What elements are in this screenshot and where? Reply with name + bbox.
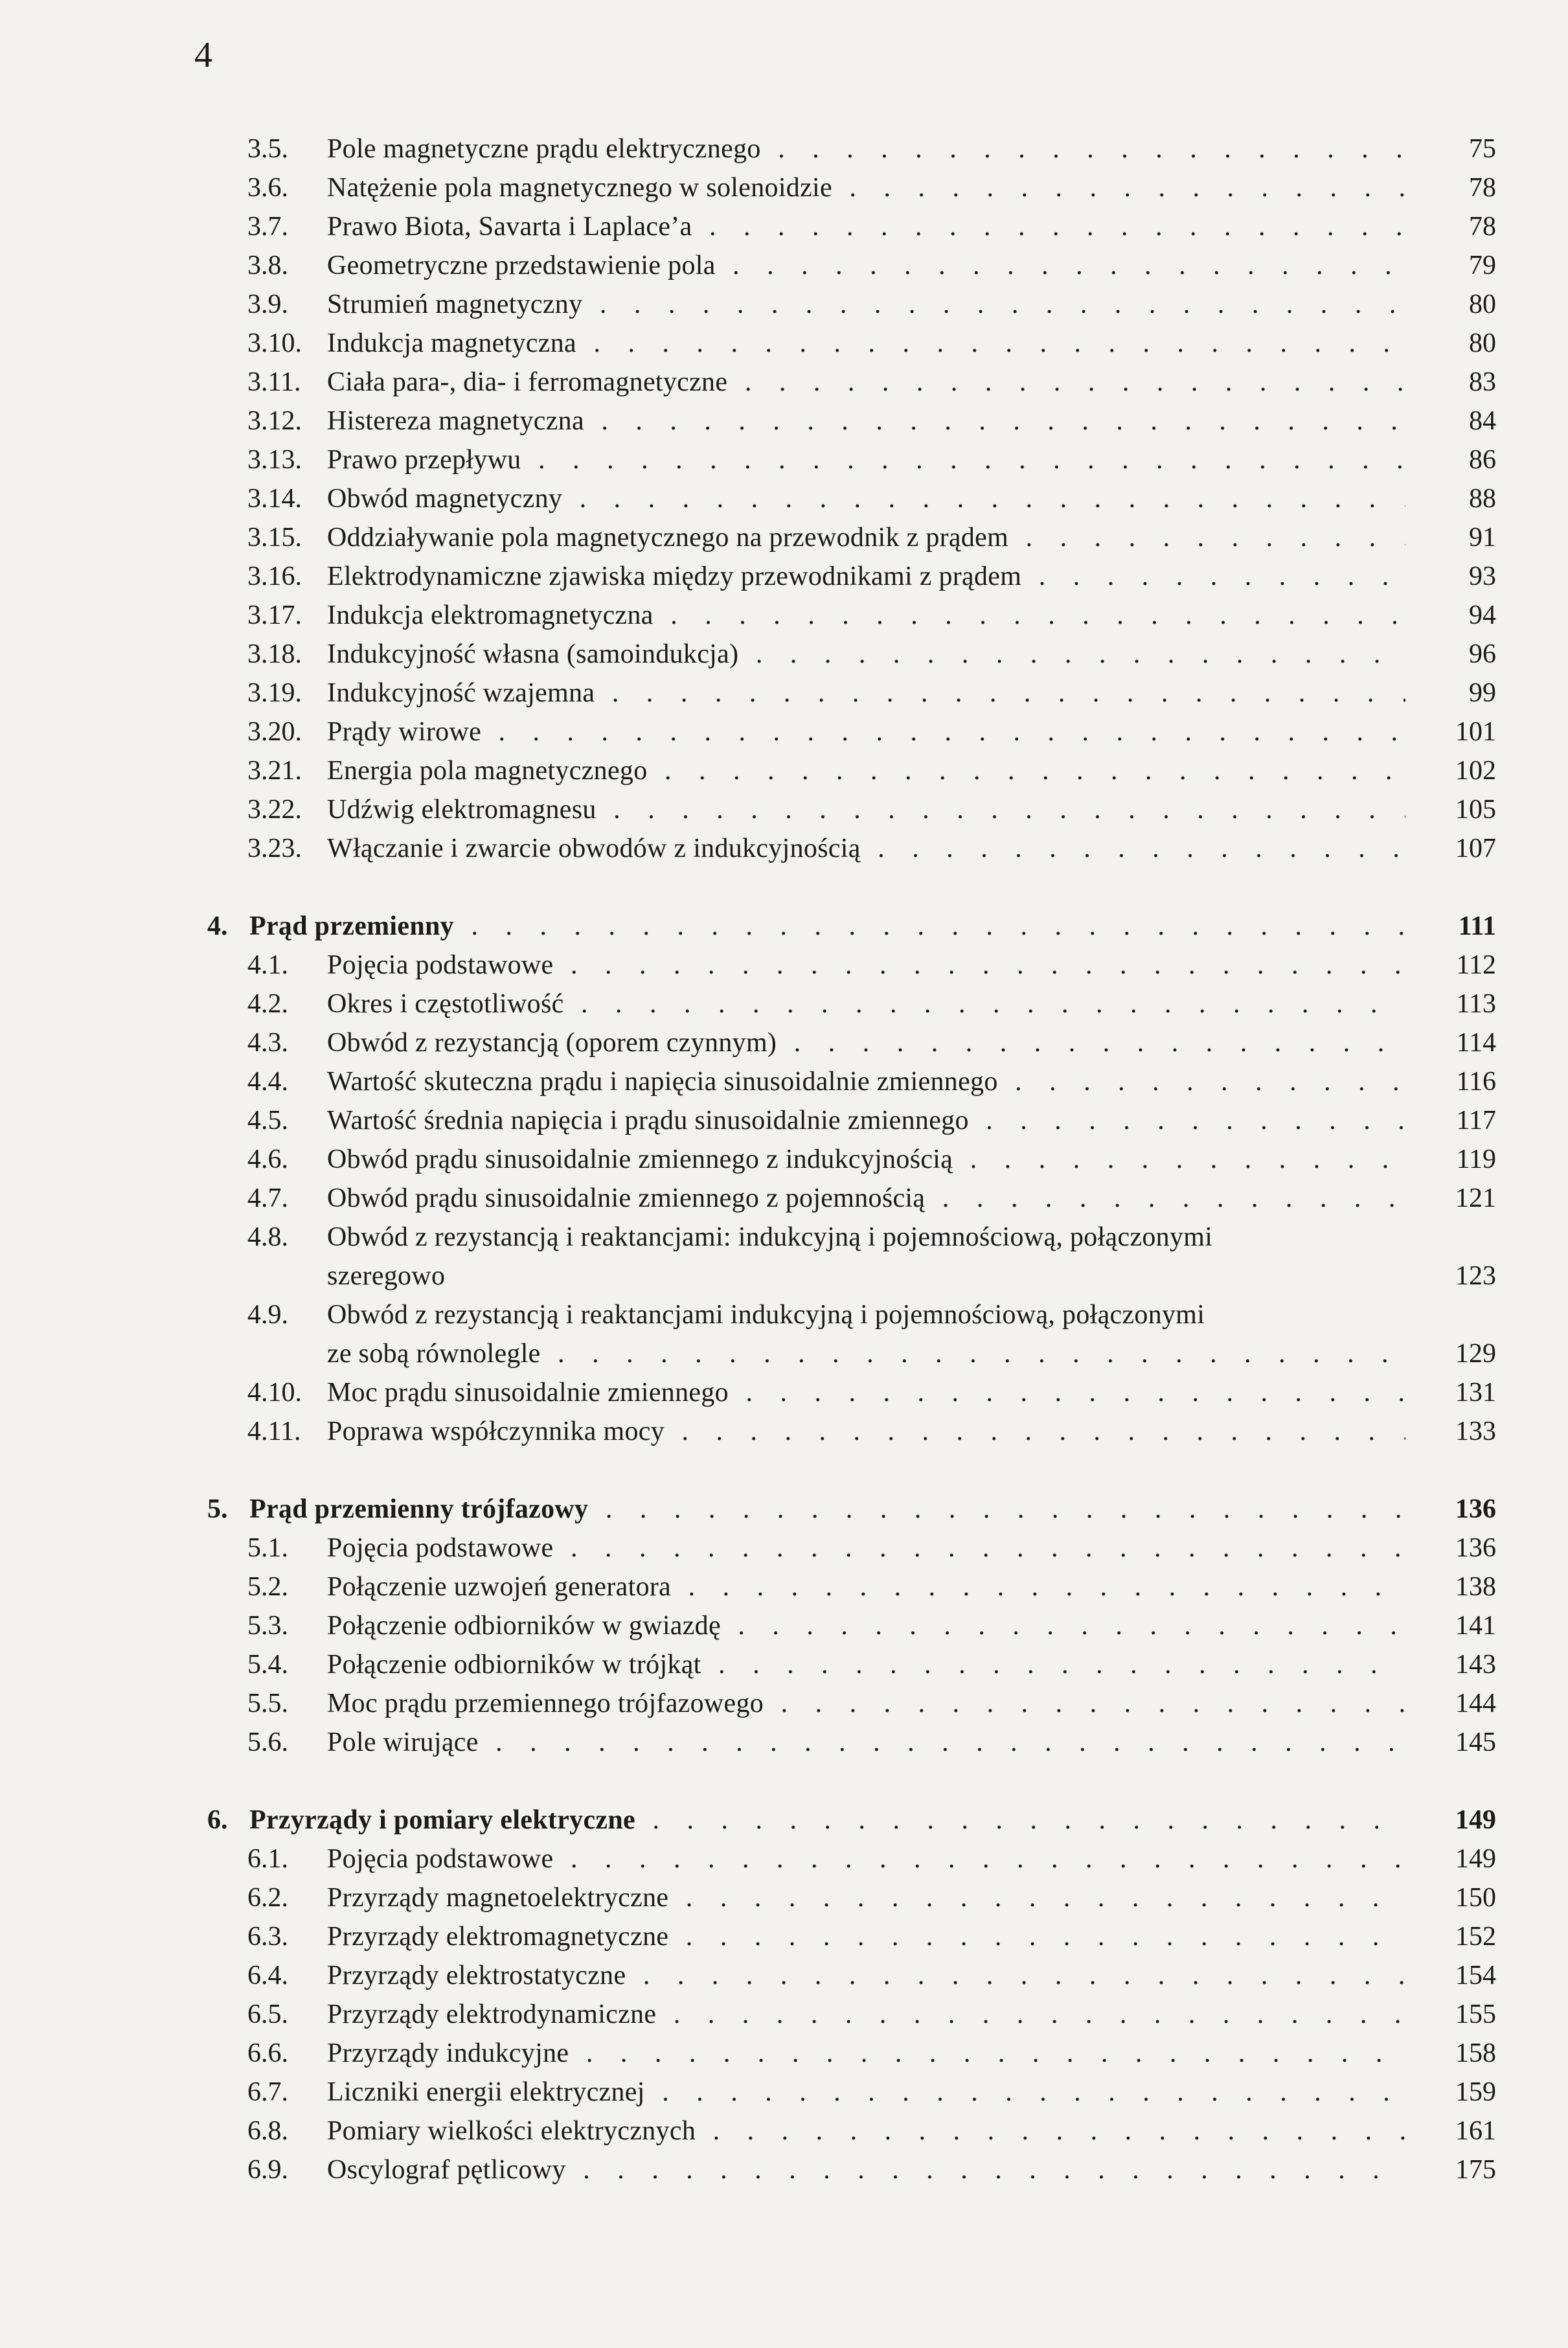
entry-number: 3.5. bbox=[247, 134, 288, 164]
entry-page: 175 bbox=[1455, 2155, 1496, 2185]
toc-entry bbox=[207, 1140, 1496, 1179]
entry-page: 159 bbox=[1455, 2077, 1496, 2107]
entry-number: 6.3. bbox=[247, 1922, 288, 1952]
entry-title: Wartość średnia napięcia i prądu sinusoidalnie zmiennego . . . bbox=[327, 1101, 1405, 1140]
entry-page: 75 bbox=[1469, 134, 1496, 164]
entry-title: Elektrodynamiczne zjawiska między przewodnikami z prądem . . . bbox=[327, 557, 1405, 596]
entry-number: 6.5. bbox=[247, 2000, 288, 2029]
toc-entry bbox=[207, 1956, 1496, 1995]
entry-title: Przyrządy elektrodynamiczne . . . bbox=[327, 1995, 1405, 2034]
entry-page: 123 bbox=[1455, 1261, 1496, 1291]
chapter-title: Prąd przemienny . . . bbox=[249, 907, 1405, 946]
entry-number: 6.9. bbox=[247, 2155, 288, 2185]
entry-number: 6.4. bbox=[247, 1961, 288, 1990]
entry-number: 4.10. bbox=[247, 1378, 302, 1408]
entry-number: 4.6. bbox=[247, 1145, 288, 1174]
toc-entry bbox=[207, 1567, 1496, 1606]
entry-page: 107 bbox=[1455, 834, 1496, 863]
entry-page: 152 bbox=[1455, 1922, 1496, 1952]
toc-entry bbox=[207, 285, 1496, 324]
toc-entry bbox=[207, 1023, 1496, 1062]
entry-page: 116 bbox=[1456, 1067, 1496, 1097]
toc-entry bbox=[207, 1062, 1496, 1101]
entry-title: Udźwig elektromagnesu . . . bbox=[327, 790, 1405, 829]
toc-entry bbox=[207, 829, 1496, 868]
entry-title: Geometryczne przedstawienie pola . . . bbox=[327, 246, 1405, 285]
toc-entry bbox=[207, 168, 1496, 207]
entry-number: 3.21. bbox=[247, 756, 302, 786]
entry-page: 78 bbox=[1469, 212, 1496, 242]
entry-title: Prawo przepływu . . . bbox=[327, 440, 1405, 479]
entry-title: Pojęcia podstawowe . . . bbox=[327, 1529, 1405, 1567]
toc-entry bbox=[207, 1917, 1496, 1956]
entry-page: 86 bbox=[1469, 445, 1496, 475]
entry-page: 99 bbox=[1469, 678, 1496, 708]
toc-entry bbox=[207, 324, 1496, 363]
toc-entry bbox=[207, 1723, 1496, 1762]
page-number: 4 bbox=[194, 35, 212, 75]
toc-entry bbox=[207, 440, 1496, 479]
entry-number: 4.8. bbox=[247, 1222, 288, 1252]
entry-page: 80 bbox=[1469, 328, 1496, 358]
entry-title: Obwód prądu sinusoidalnie zmiennego z pojemnością . . . bbox=[327, 1179, 1405, 1218]
toc-entry bbox=[207, 479, 1496, 518]
entry-page: 114 bbox=[1456, 1028, 1496, 1058]
toc-entry bbox=[207, 130, 1496, 168]
entry-title: Indukcyjność wzajemna . . . bbox=[327, 674, 1405, 712]
section-gap bbox=[207, 1451, 1496, 1490]
entry-number: 5.3. bbox=[247, 1611, 288, 1641]
entry-title: Pojęcia podstawowe . . . bbox=[327, 1840, 1405, 1878]
entry-page: 121 bbox=[1455, 1183, 1496, 1213]
entry-number: 3.7. bbox=[247, 212, 288, 242]
chapter-title: Przyrządy i pomiary elektryczne . . . bbox=[249, 1801, 1405, 1840]
entry-number: 3.19. bbox=[247, 678, 302, 708]
toc-entry bbox=[207, 402, 1496, 440]
section-gap bbox=[207, 868, 1496, 907]
entry-number: 4.9. bbox=[247, 1300, 288, 1330]
entry-title: Obwód z rezystancją i reaktancjami indukcyjną i pojemnościową, połączonymi bbox=[327, 1300, 1205, 1330]
entry-title: Liczniki energii elektrycznej . . . bbox=[327, 2073, 1405, 2112]
toc-entry bbox=[207, 557, 1496, 596]
entry-title: Wartość skuteczna prądu i napięcia sinusoidalnie zmiennego . . . bbox=[327, 1062, 1405, 1101]
entry-title: Histereza magnetyczna . . . bbox=[327, 402, 1405, 440]
entry-page: 141 bbox=[1455, 1611, 1496, 1641]
toc-entry bbox=[207, 2034, 1496, 2073]
entry-page: 113 bbox=[1456, 989, 1496, 1019]
chapter-number: 5. bbox=[207, 1494, 228, 1524]
toc-entry bbox=[207, 751, 1496, 790]
entry-number: 3.8. bbox=[247, 251, 288, 280]
entry-number: 3.15. bbox=[247, 523, 302, 553]
entry-title: Obwód magnetyczny . . . bbox=[327, 479, 1405, 518]
chapter-page: 136 bbox=[1455, 1494, 1496, 1524]
entry-title: Obwód z rezystancją (oporem czynnym) . . . bbox=[327, 1023, 1405, 1062]
toc-entry bbox=[207, 596, 1496, 635]
entry-page: 96 bbox=[1469, 639, 1496, 669]
entry-title: Połączenie uzwojeń generatora . . . bbox=[327, 1567, 1405, 1606]
entry-number: 5.6. bbox=[247, 1727, 288, 1757]
entry-number: 3.23. bbox=[247, 834, 302, 863]
entry-number: 3.22. bbox=[247, 795, 302, 825]
toc-entry bbox=[207, 1645, 1496, 1684]
entry-page: 79 bbox=[1469, 251, 1496, 280]
toc-entry bbox=[207, 1295, 1496, 1373]
toc-entry bbox=[207, 207, 1496, 246]
entry-title: Połączenie odbiorników w gwiazdę . . . bbox=[327, 1606, 1405, 1645]
entry-title: Pole wirujące . . . bbox=[327, 1723, 1405, 1762]
entry-number: 4.11. bbox=[247, 1417, 301, 1446]
entry-number: 4.3. bbox=[247, 1028, 288, 1058]
entry-title: Pole magnetyczne prądu elektrycznego . . . bbox=[327, 130, 1405, 168]
entry-number: 6.7. bbox=[247, 2077, 288, 2107]
entry-number: 3.16. bbox=[247, 562, 302, 591]
entry-page: 158 bbox=[1455, 2038, 1496, 2068]
entry-title: Pomiary wielkości elektrycznych . . . bbox=[327, 2112, 1405, 2150]
toc-entry bbox=[207, 2073, 1496, 2112]
entry-page: 145 bbox=[1455, 1727, 1496, 1757]
entry-page: 133 bbox=[1455, 1417, 1496, 1446]
entry-number: 3.18. bbox=[247, 639, 302, 669]
toc-entry bbox=[207, 2112, 1496, 2150]
entry-page: 154 bbox=[1455, 1961, 1496, 1990]
entry-page: 84 bbox=[1469, 406, 1496, 436]
entry-page: 143 bbox=[1455, 1650, 1496, 1680]
toc-entry bbox=[207, 2150, 1496, 2189]
entry-title: Strumień magnetyczny . . . bbox=[327, 285, 1405, 324]
toc-chapter-heading bbox=[207, 907, 1496, 946]
entry-number: 3.11. bbox=[247, 367, 301, 397]
toc-entry bbox=[207, 1878, 1496, 1917]
entry-number: 5.2. bbox=[247, 1572, 288, 1602]
entry-page: 88 bbox=[1469, 484, 1496, 514]
entry-number: 3.12. bbox=[247, 406, 302, 436]
entry-title: Obwód z rezystancją i reaktancjami: indukcyjną i pojemnościową, połączonymi bbox=[327, 1222, 1213, 1252]
entry-number: 3.13. bbox=[247, 445, 302, 475]
entry-title: Przyrządy elektromagnetyczne . . . bbox=[327, 1917, 1405, 1956]
toc-entry bbox=[207, 246, 1496, 285]
entry-number: 3.6. bbox=[247, 173, 288, 203]
entry-title: Prądy wirowe . . . bbox=[327, 712, 1405, 751]
entry-page: 149 bbox=[1455, 1844, 1496, 1874]
entry-page: 94 bbox=[1469, 600, 1496, 630]
entry-page: 91 bbox=[1469, 523, 1496, 553]
toc-chapter-heading bbox=[207, 1490, 1496, 1529]
entry-title: Ciała para-, dia- i ferromagnetyczne . . . bbox=[327, 363, 1405, 402]
chapter-page: 111 bbox=[1458, 911, 1496, 941]
entry-number: 5.4. bbox=[247, 1650, 288, 1680]
entry-page: 161 bbox=[1455, 2116, 1496, 2146]
toc-entry bbox=[207, 1684, 1496, 1723]
toc-entry bbox=[207, 985, 1496, 1023]
entry-page: 117 bbox=[1456, 1106, 1496, 1135]
entry-title-continuation: ze sobą równolegle . . . bbox=[327, 1334, 1405, 1373]
toc-entry bbox=[207, 518, 1496, 557]
entry-title: Energia pola magnetycznego . . . bbox=[327, 751, 1405, 790]
entry-title: Poprawa współczynnika mocy . . . bbox=[327, 1412, 1405, 1451]
toc-entry bbox=[207, 1606, 1496, 1645]
entry-title: Indukcja elektromagnetyczna . . . bbox=[327, 596, 1405, 635]
toc-entry bbox=[207, 1840, 1496, 1878]
entry-title: Prawo Biota, Savarta i Laplace’a . . . bbox=[327, 207, 1405, 246]
entry-number: 3.10. bbox=[247, 328, 302, 358]
entry-page: 105 bbox=[1455, 795, 1496, 825]
toc-entry bbox=[207, 635, 1496, 674]
entry-title: Połączenie odbiorników w trójkąt . . . bbox=[327, 1645, 1405, 1684]
entry-number: 5.1. bbox=[247, 1533, 288, 1563]
entry-number: 3.17. bbox=[247, 600, 302, 630]
chapter-title: Prąd przemienny trójfazowy . . . bbox=[249, 1490, 1405, 1529]
entry-title-continuation: szeregowo bbox=[327, 1261, 446, 1291]
toc-entry bbox=[207, 1179, 1496, 1218]
toc-entry bbox=[207, 1218, 1496, 1295]
entry-number: 4.1. bbox=[247, 950, 288, 980]
entry-title: Natężenie pola magnetycznego w solenoidzie . . . bbox=[327, 168, 1405, 207]
entry-title: Przyrządy magnetoelektryczne . . . bbox=[327, 1878, 1405, 1917]
entry-title: Pojęcia podstawowe . . . bbox=[327, 946, 1405, 985]
entry-title: Okres i częstotliwość . . . bbox=[327, 985, 1405, 1023]
entry-title: Włączanie i zwarcie obwodów z indukcyjnością . . . bbox=[327, 829, 1405, 868]
table-of-contents bbox=[207, 130, 1496, 2189]
chapter-number: 6. bbox=[207, 1805, 228, 1835]
entry-number: 6.6. bbox=[247, 2038, 288, 2068]
entry-title: Moc prądu przemiennego trójfazowego . . . bbox=[327, 1684, 1405, 1723]
entry-number: 4.4. bbox=[247, 1067, 288, 1097]
entry-title: Indukcyjność własna (samoindukcja) . . . bbox=[327, 635, 1405, 674]
toc-chapter-heading bbox=[207, 1801, 1496, 1840]
entry-page: 131 bbox=[1455, 1378, 1496, 1408]
entry-page: 150 bbox=[1455, 1883, 1496, 1913]
toc-entry bbox=[207, 1995, 1496, 2034]
entry-number: 5.5. bbox=[247, 1689, 288, 1718]
entry-page: 138 bbox=[1455, 1572, 1496, 1602]
toc-entry bbox=[207, 363, 1496, 402]
entry-number: 6.1. bbox=[247, 1844, 288, 1874]
entry-number: 3.20. bbox=[247, 717, 302, 747]
entry-number: 4.7. bbox=[247, 1183, 288, 1213]
chapter-number: 4. bbox=[207, 911, 228, 941]
toc-entry bbox=[207, 674, 1496, 712]
entry-page: 144 bbox=[1455, 1689, 1496, 1718]
entry-number: 6.2. bbox=[247, 1883, 288, 1913]
toc-entry bbox=[207, 946, 1496, 985]
section-gap bbox=[207, 1762, 1496, 1801]
entry-title: Przyrządy indukcyjne . . . bbox=[327, 2034, 1405, 2073]
entry-number: 3.14. bbox=[247, 484, 302, 514]
toc-entry bbox=[207, 1529, 1496, 1567]
entry-page: 93 bbox=[1469, 562, 1496, 591]
entry-page: 80 bbox=[1469, 290, 1496, 319]
entry-number: 6.8. bbox=[247, 2116, 288, 2146]
entry-page: 119 bbox=[1456, 1145, 1496, 1174]
entry-page: 101 bbox=[1455, 717, 1496, 747]
entry-page: 136 bbox=[1455, 1533, 1496, 1563]
entry-page: 83 bbox=[1469, 367, 1496, 397]
entry-title: Indukcja magnetyczna . . . bbox=[327, 324, 1405, 363]
toc-entry bbox=[207, 1412, 1496, 1451]
entry-title: Obwód prądu sinusoidalnie zmiennego z indukcyjnością . . . bbox=[327, 1140, 1405, 1179]
entry-number: 4.2. bbox=[247, 989, 288, 1019]
entry-page: 155 bbox=[1455, 2000, 1496, 2029]
entry-title: Przyrządy elektrostatyczne . . . bbox=[327, 1956, 1405, 1995]
entry-title: Oddziaływanie pola magnetycznego na przewodnik z prądem . . . bbox=[327, 518, 1405, 557]
entry-page: 129 bbox=[1455, 1339, 1496, 1369]
entry-page: 78 bbox=[1469, 173, 1496, 203]
entry-page: 102 bbox=[1455, 756, 1496, 786]
entry-title: Moc prądu sinusoidalnie zmiennego . . . bbox=[327, 1373, 1405, 1412]
entry-number: 3.9. bbox=[247, 290, 288, 319]
entry-number: 4.5. bbox=[247, 1106, 288, 1135]
chapter-page: 149 bbox=[1455, 1805, 1496, 1835]
toc-entry bbox=[207, 790, 1496, 829]
toc-entry bbox=[207, 1373, 1496, 1412]
entry-page: 112 bbox=[1456, 950, 1496, 980]
toc-entry bbox=[207, 712, 1496, 751]
toc-entry bbox=[207, 1101, 1496, 1140]
entry-title: Oscylograf pętlicowy . . . bbox=[327, 2150, 1405, 2189]
